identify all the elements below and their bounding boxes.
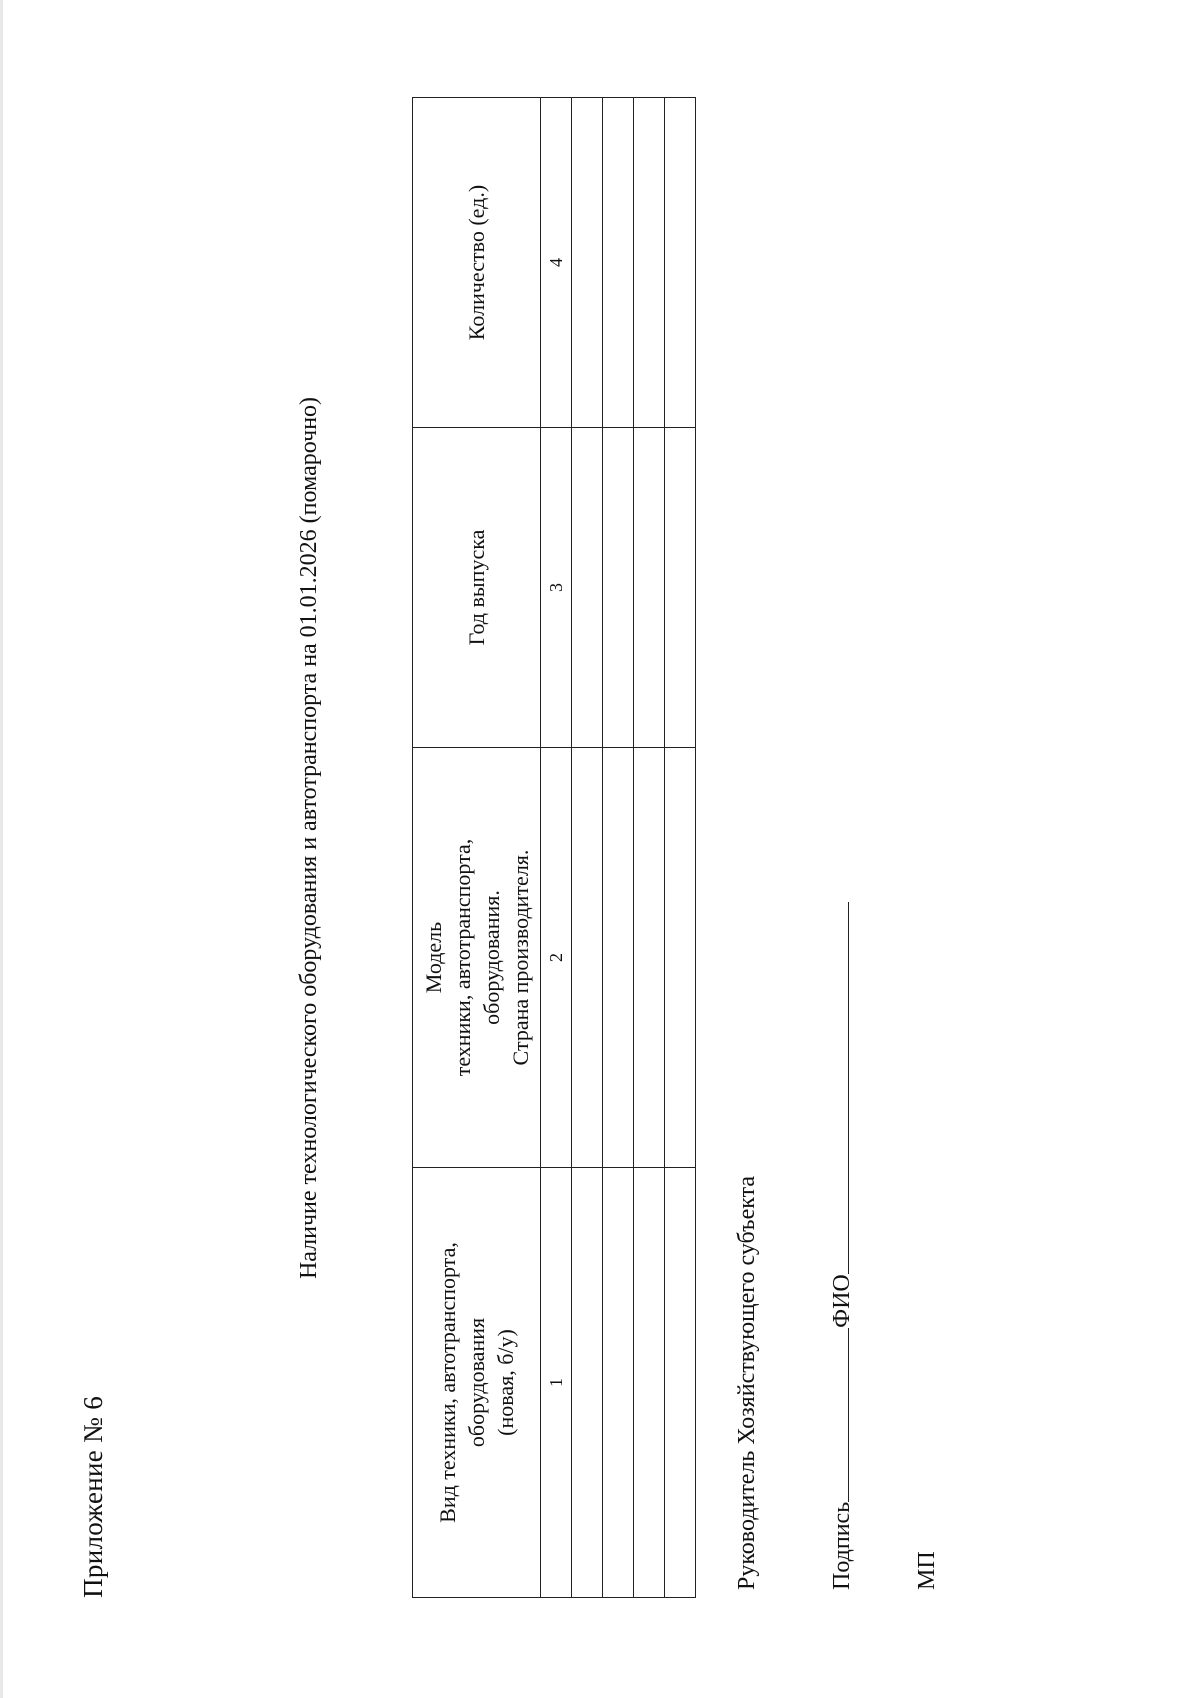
table-row bbox=[634, 98, 665, 1598]
column-number-row bbox=[541, 98, 572, 1598]
table-cell[interactable] bbox=[572, 748, 603, 1168]
column-number: 3 bbox=[541, 428, 572, 748]
table-row bbox=[665, 98, 696, 1598]
signature-label: Подпись bbox=[829, 1501, 855, 1590]
signature-row bbox=[826, 902, 856, 1590]
appendix-label: Приложение № 6 bbox=[78, 1396, 108, 1598]
name-label: ФИО bbox=[829, 1274, 855, 1328]
equipment-table bbox=[412, 97, 696, 1598]
document-title: Наличие технологического оборудования и автотранспорта на 01.01.2026 (помарочно) bbox=[296, 396, 322, 1280]
table-cell[interactable] bbox=[665, 98, 696, 428]
table-cell[interactable] bbox=[572, 1168, 603, 1598]
table-cell[interactable] bbox=[634, 98, 665, 428]
column-number: 4 bbox=[541, 98, 572, 428]
table-cell[interactable] bbox=[634, 428, 665, 748]
table-cell[interactable] bbox=[603, 1168, 634, 1598]
table-cell[interactable] bbox=[634, 748, 665, 1168]
table-cell[interactable] bbox=[603, 98, 634, 428]
table-cell[interactable] bbox=[603, 428, 634, 748]
table-cell[interactable] bbox=[665, 1168, 696, 1598]
table-cell[interactable] bbox=[665, 748, 696, 1168]
header-equipment-type: Вид техники, автотранспорта, оборудования (новая, б/у) bbox=[413, 1168, 541, 1598]
table-row bbox=[603, 98, 634, 1598]
table-cell[interactable] bbox=[572, 428, 603, 748]
column-number: 2 bbox=[541, 748, 572, 1168]
table-cell[interactable] bbox=[634, 1168, 665, 1598]
stamp-label: МП bbox=[914, 1551, 940, 1590]
header-year: Год выпуска bbox=[413, 428, 541, 748]
name-line[interactable] bbox=[826, 902, 849, 1274]
manager-label: Руководитель Хозяйствующего субъекта bbox=[734, 1176, 760, 1590]
header-quantity: Количество (ед.) bbox=[413, 98, 541, 428]
table-cell[interactable] bbox=[572, 98, 603, 428]
table-header-row bbox=[413, 98, 541, 1598]
table-cell[interactable] bbox=[665, 428, 696, 748]
table-cell[interactable] bbox=[603, 748, 634, 1168]
signature-line[interactable] bbox=[826, 1328, 849, 1502]
table-row bbox=[572, 98, 603, 1598]
column-number: 1 bbox=[541, 1168, 572, 1598]
header-model: Модель техники, автотранспорта, оборудования. Страна производителя. bbox=[413, 748, 541, 1168]
